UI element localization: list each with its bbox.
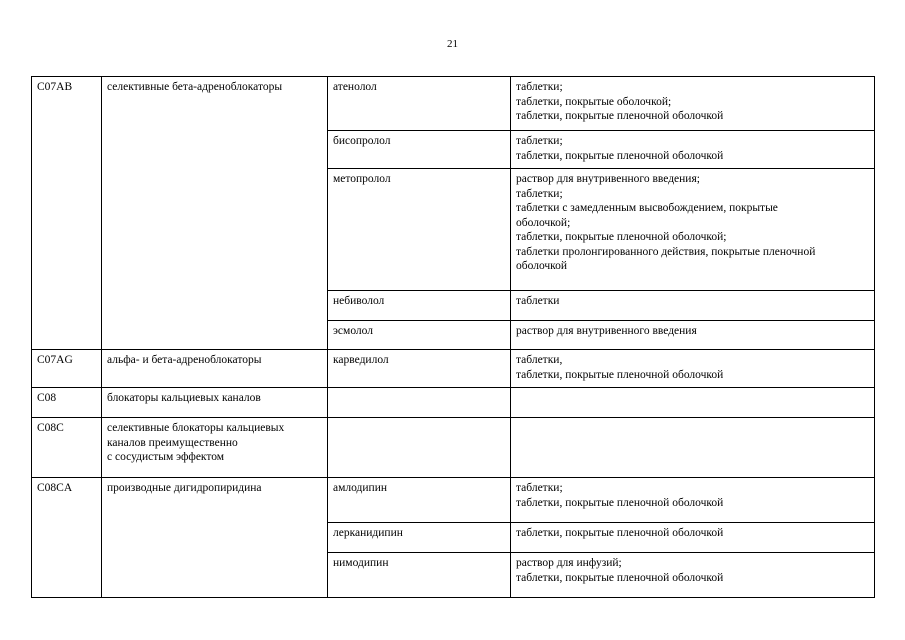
- group-name-cell: альфа- и бета-адреноблокаторы: [102, 350, 328, 388]
- group-name-cell: производные дигидропиридина: [102, 478, 328, 598]
- drug-name-cell: [328, 418, 511, 478]
- dosage-forms-cell: раствор для внутривенного введения: [511, 321, 875, 350]
- drug-name-cell: карведилол: [328, 350, 511, 388]
- dosage-forms-cell: [511, 388, 875, 418]
- drug-name-cell: лерканидипин: [328, 523, 511, 553]
- atc-code-cell: C08CA: [32, 478, 102, 598]
- table-row: [32, 77, 875, 131]
- dosage-forms-cell: раствор для инфузий; таблетки, покрытые пленочной оболочкой: [511, 553, 875, 598]
- atc-code-cell: C08C: [32, 418, 102, 478]
- drug-name-cell: атенолол: [328, 77, 511, 131]
- atc-code-cell: C08: [32, 388, 102, 418]
- group-name-cell: селективные бета-адреноблокаторы: [102, 77, 328, 350]
- table-row: [32, 388, 875, 418]
- dosage-forms-cell: таблетки; таблетки, покрытые пленочной оболочкой: [511, 478, 875, 523]
- table-row: [32, 350, 875, 388]
- table-row: [32, 478, 875, 523]
- dosage-forms-cell: раствор для внутривенного введения; таблетки; таблетки с замедленным высвобождением, покрытые оболочкой; таблетки, покрытые пленочной оболочкой; таблетки пролонгированного действия, покрытые пленочной оболочкой: [511, 169, 875, 291]
- table-row: [32, 418, 875, 478]
- atc-code-cell: C07AG: [32, 350, 102, 388]
- drug-name-cell: бисопролол: [328, 131, 511, 169]
- dosage-forms-cell: таблетки, таблетки, покрытые пленочной оболочкой: [511, 350, 875, 388]
- drug-name-cell: метопролол: [328, 169, 511, 291]
- drug-name-cell: амлодипин: [328, 478, 511, 523]
- group-name-cell: селективные блокаторы кальциевых каналов преимущественно с сосудистым эффектом: [102, 418, 328, 478]
- dosage-forms-cell: [511, 418, 875, 478]
- dosage-forms-cell: таблетки; таблетки, покрытые пленочной оболочкой: [511, 131, 875, 169]
- drug-name-cell: [328, 388, 511, 418]
- dosage-forms-cell: таблетки: [511, 291, 875, 321]
- drug-registry-table: [31, 76, 875, 598]
- page-number: 21: [447, 38, 458, 50]
- dosage-forms-cell: таблетки; таблетки, покрытые оболочкой; таблетки, покрытые пленочной оболочкой: [511, 77, 875, 131]
- drug-name-cell: небиволол: [328, 291, 511, 321]
- group-name-cell: блокаторы кальциевых каналов: [102, 388, 328, 418]
- atc-code-cell: C07AB: [32, 77, 102, 350]
- drug-name-cell: эсмолол: [328, 321, 511, 350]
- dosage-forms-cell: таблетки, покрытые пленочной оболочкой: [511, 523, 875, 553]
- drug-name-cell: нимодипин: [328, 553, 511, 598]
